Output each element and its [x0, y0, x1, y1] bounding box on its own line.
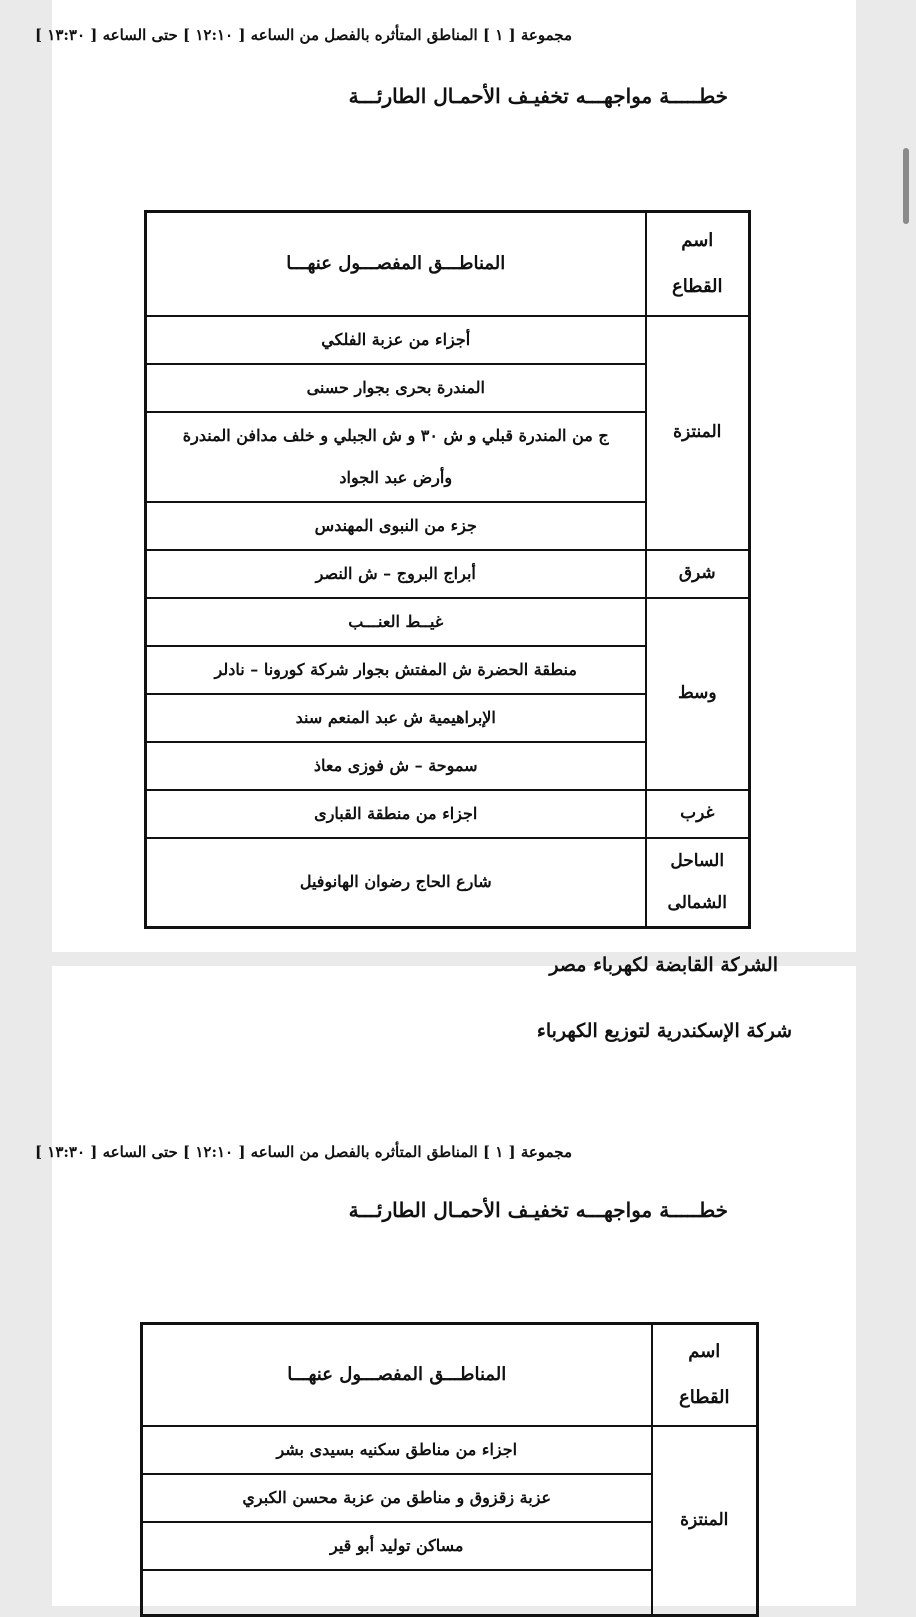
table-row: [142, 1426, 758, 1474]
header-sector: اسم القطاع: [652, 1324, 758, 1426]
plan-title: خطـــــة مواجهـــه تخفيـف الأحمـال الطارئـــة: [348, 84, 728, 108]
area-cell: [142, 1570, 652, 1616]
distribution-company-name: شركة الإسكندرية لتوزيع الكهرباء: [536, 1020, 792, 1042]
area-cell: شارع الحاج رضوان الهانوفيل: [146, 838, 646, 928]
area-cell: سموحة – ش فوزى معاذ: [146, 742, 646, 790]
table-row: [146, 838, 750, 928]
group-header-line: مجموعة [ ١ ] المناطق المتأثره بالفصل من الساعه [ ١٢:١٠ ] حتى الساعه [ ١٣:٣٠ ]: [34, 26, 572, 44]
table-row: [146, 550, 750, 598]
area-cell: منطقة الحضرة ش المفتش بجوار شركة كورونا – نادلر: [146, 646, 646, 694]
table-row: [146, 598, 750, 646]
area-cell: مساكن توليد أبو قير: [142, 1522, 652, 1570]
area-cell: أبراج البروج – ش النصر: [146, 550, 646, 598]
sector-cell: المنتزة: [652, 1426, 758, 1616]
plan-title: خطـــــة مواجهـــه تخفيـف الأحمـال الطارئـــة: [348, 1198, 728, 1222]
schedule-table: [140, 1322, 759, 1617]
sector-cell: الساحل الشمالى: [646, 838, 750, 928]
area-cell: جزء من النبوى المهندس: [146, 502, 646, 550]
sector-cell: المنتزة: [646, 316, 750, 550]
header-areas: المناطـــق المفصـــول عنهـــا: [146, 212, 646, 316]
table-header-row: [146, 212, 750, 316]
area-cell: ج من المندرة قبلي و ش ٣٠ و ش الجبلي و خلف مدافن المندرة وأرض عبد الجواد: [146, 412, 646, 502]
table-row: [146, 790, 750, 838]
area-cell: غيــط العنـــب: [146, 598, 646, 646]
table-header-row: [142, 1324, 758, 1426]
scrollbar-thumb[interactable]: [903, 148, 909, 224]
area-cell: المندرة بحرى بجوار حسنى: [146, 364, 646, 412]
table-row: [146, 316, 750, 364]
area-cell: الإبراهيمية ش عبد المنعم سند: [146, 694, 646, 742]
area-cell: عزبة زقزوق و مناطق من عزبة محسن الكبري: [142, 1474, 652, 1522]
schedule-table: [144, 210, 751, 929]
group-header-line: مجموعة [ ١ ] المناطق المتأثره بالفصل من الساعه [ ١٢:١٠ ] حتى الساعه [ ١٣:٣٠ ]: [34, 1143, 572, 1161]
sector-cell: شرق: [646, 550, 750, 598]
area-cell: أجزاء من عزبة الفلكي: [146, 316, 646, 364]
document-page-1: [34, 0, 856, 952]
document-page-2: [34, 954, 856, 1606]
header-areas: المناطـــق المفصـــول عنهـــا: [142, 1324, 652, 1426]
sector-cell: غرب: [646, 790, 750, 838]
header-sector: اسم القطاع: [646, 212, 750, 316]
area-cell: اجزاء من منطقة القبارى: [146, 790, 646, 838]
holding-company-name: الشركة القابضة لكهرباء مصر: [549, 954, 778, 976]
area-cell: اجزاء من مناطق سكنيه بسيدى بشر: [142, 1426, 652, 1474]
sector-cell: وسط: [646, 598, 750, 790]
